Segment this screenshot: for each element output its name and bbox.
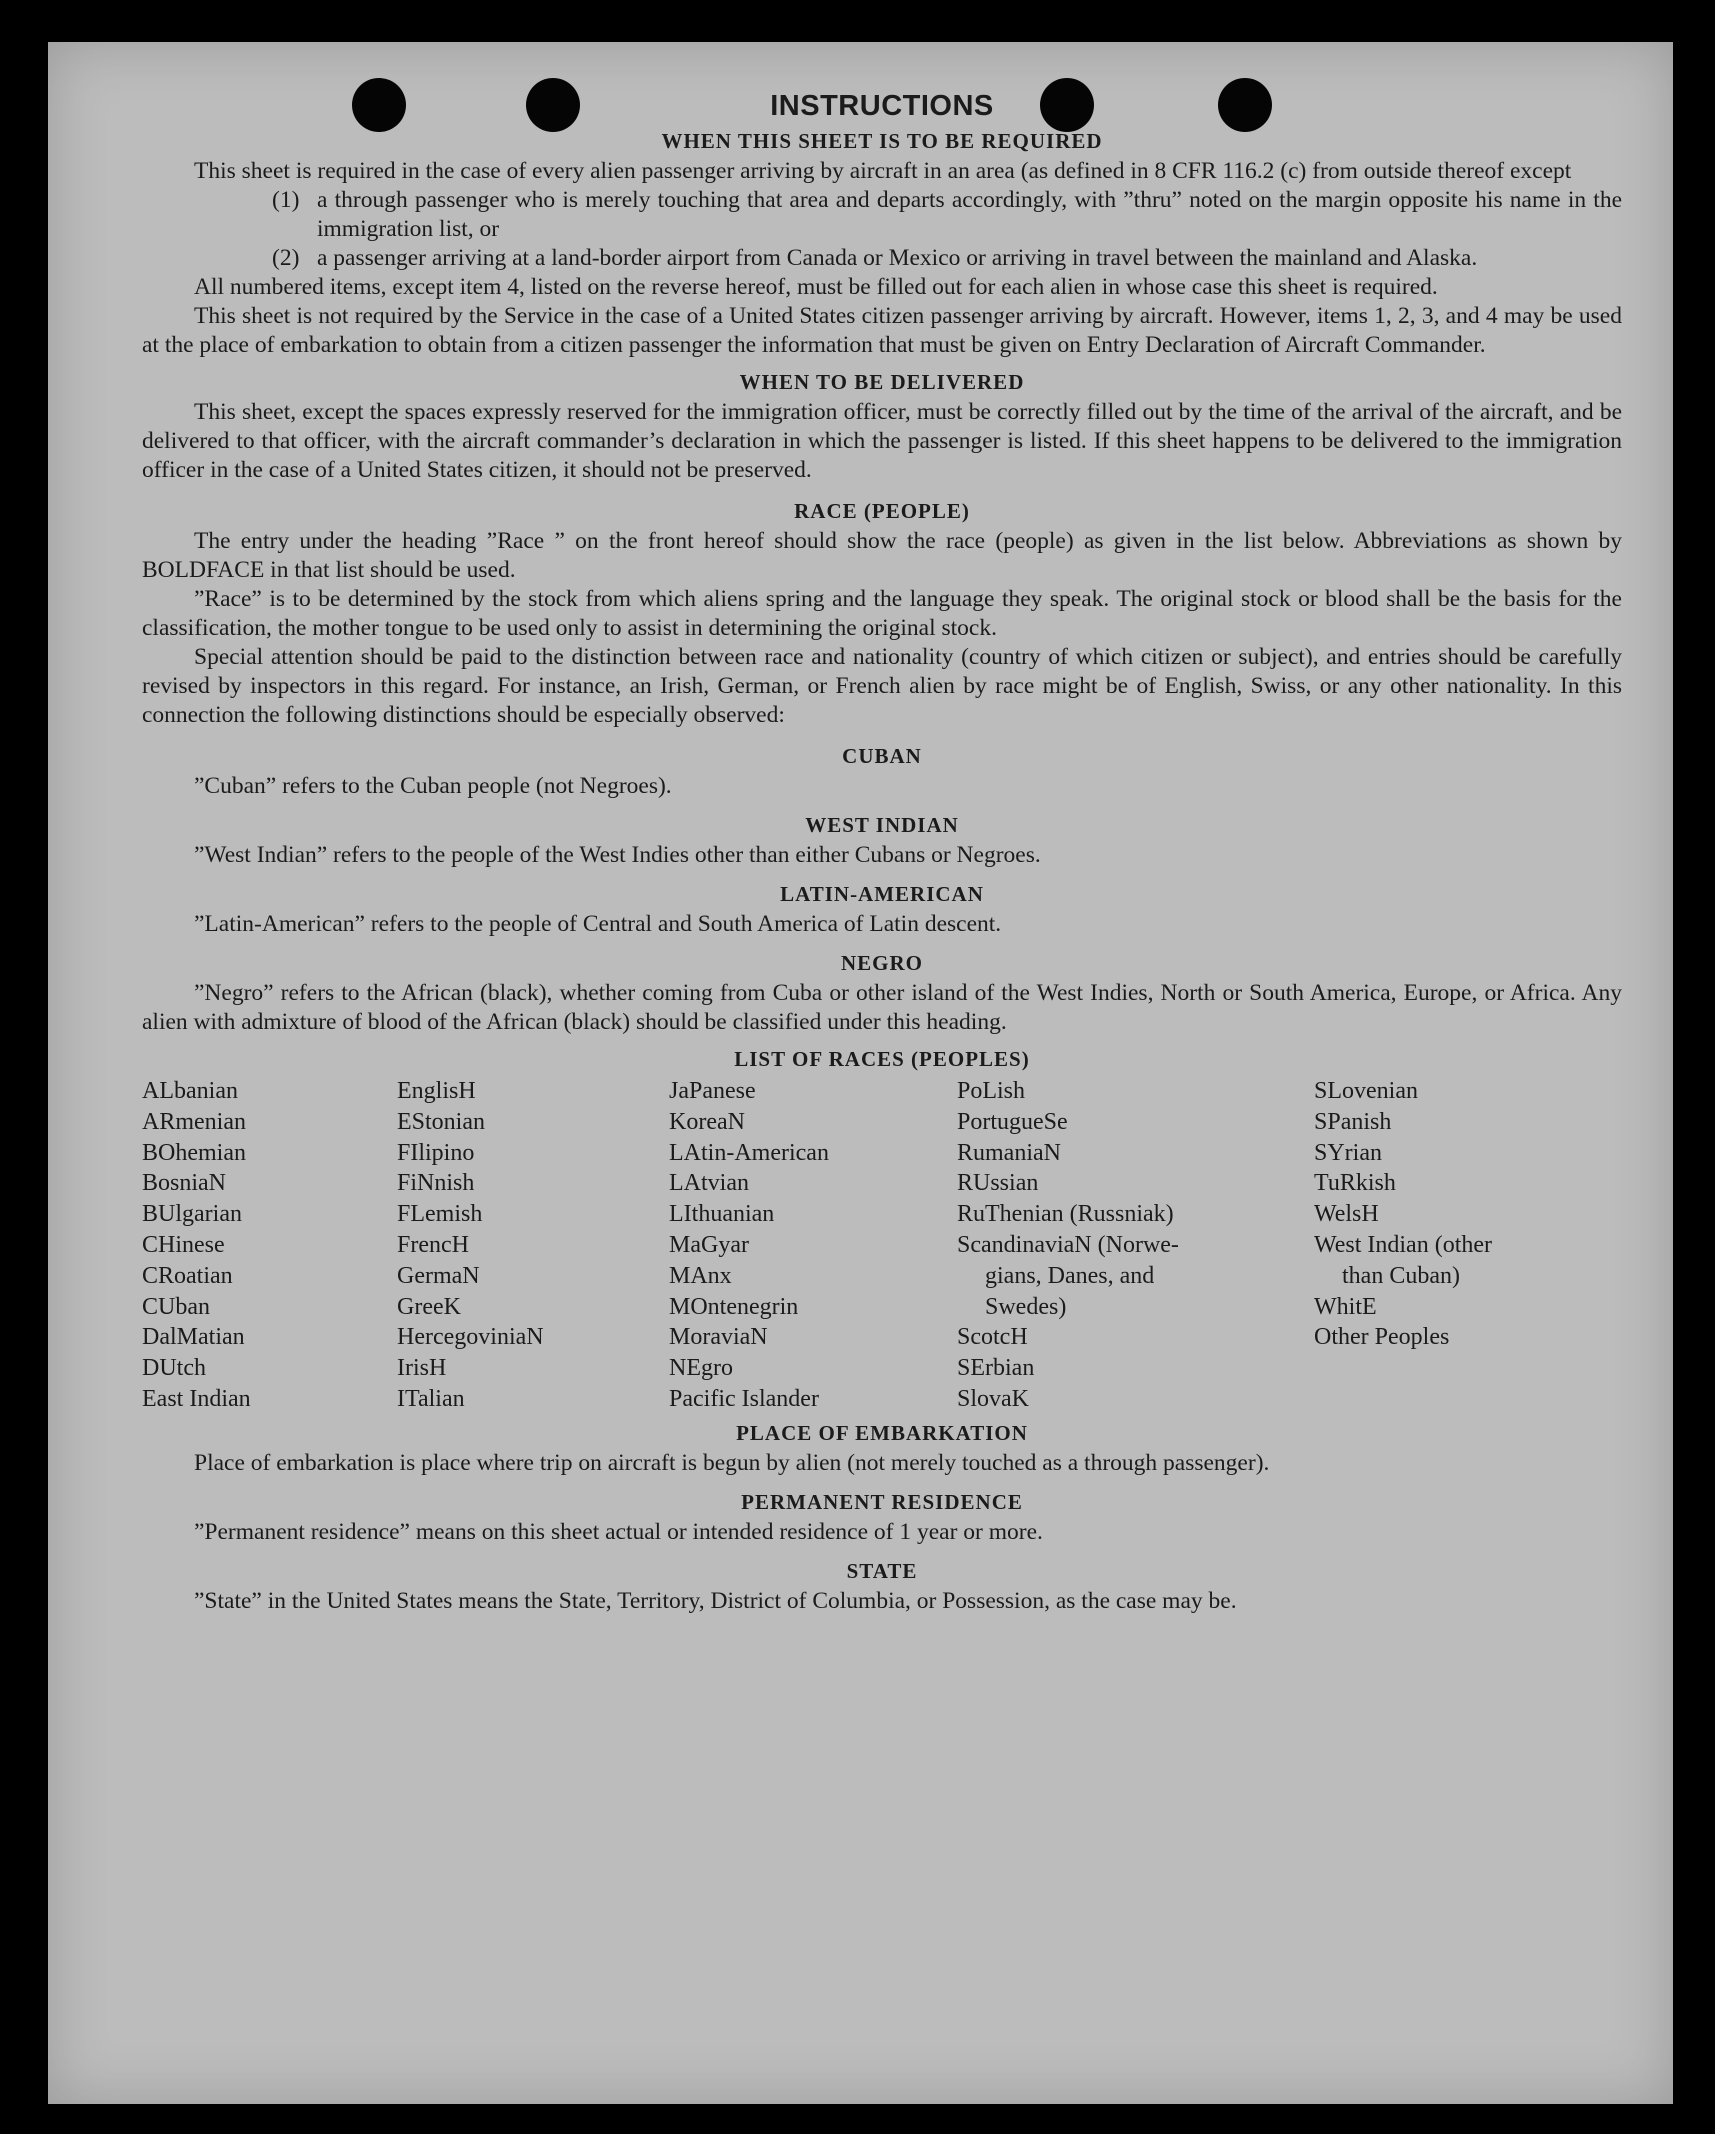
race-entry: SErbian <box>957 1355 1035 1382</box>
race-entry: KoreaN <box>669 1108 745 1135</box>
race-entry: NEgro <box>669 1355 733 1382</box>
required-intro: This sheet is required in the case of every alien passenger arriving by aircraft in an area (as defined in 8 CFR 116.2 (c) from outside thereof except <box>194 158 1572 184</box>
section-heading-west-indian: WEST INDIAN <box>805 813 959 837</box>
race-entry: LAtvian <box>669 1170 749 1197</box>
race-entry: MaGyar <box>669 1231 749 1258</box>
race-entry: EnglisH <box>397 1078 476 1104</box>
race-entry: than Cuban) <box>1342 1262 1460 1289</box>
race-entry: MoraviaN <box>669 1324 768 1351</box>
race-entry: BOhemian <box>142 1139 246 1166</box>
section-heading-race: RACE (PEOPLE) <box>794 499 970 523</box>
exception-number: (1) <box>272 187 300 213</box>
race-entry: FIlipino <box>397 1139 475 1166</box>
race-entry: ScotcH <box>957 1324 1028 1351</box>
race-entry: RUssian <box>957 1170 1039 1197</box>
race-list <box>142 1076 1622 1415</box>
page-title: INSTRUCTIONS <box>770 90 994 122</box>
race-entry: PortugueSe <box>957 1108 1068 1135</box>
race-entry: JaPanese <box>669 1078 756 1104</box>
race-entry: ALbanian <box>142 1078 238 1104</box>
race-entry: CUban <box>142 1293 210 1320</box>
section-heading-latin-american: LATIN-AMERICAN <box>780 882 984 906</box>
race-paragraph-2: ”Race” is to be determined by the stock from which aliens spring and the language they speak. The original stock or blood shall be the basis for the classification, the mother tongue to be used only to assist in determining the original stock. <box>142 586 1622 641</box>
state-text: ”State” in the United States means the State, Territory, District of Columbia, or Possession, as the case may be. <box>194 1587 1237 1614</box>
race-column <box>142 1076 397 1415</box>
race-entry: SYrian <box>1314 1139 1382 1166</box>
section-heading-negro: NEGRO <box>840 951 923 975</box>
exception-text: a through passenger who is merely touching that area and departs accordingly, with ”thru” noted on the margin opposite his name in the immigration list, or <box>317 187 1622 242</box>
race-entry: Other Peoples <box>1314 1324 1450 1351</box>
race-entry: MOntenegrin <box>669 1293 799 1320</box>
race-entry: EStonian <box>397 1108 485 1135</box>
race-paragraph-3: Special attention should be paid to the distinction between race and nationality (country of which citizen or subject), and entries should be carefully revised by inspectors in this regard. For instance, an Irish, German, or French alien by race might be of English, Swiss, or any other nationality. In this connection the following distinctions should be especially observed: <box>142 644 1622 728</box>
race-entry: BUlgarian <box>142 1201 242 1228</box>
race-entry: WelsH <box>1314 1201 1379 1228</box>
section-heading-embarkation: PLACE OF EMBARKATION <box>736 1420 1028 1445</box>
exception-item <box>142 186 1622 244</box>
residence-text: ”Permanent residence” means on this sheet actual or intended residence of 1 year or more. <box>194 1518 1043 1545</box>
race-paragraph-1: The entry under the heading ”Race ” on the front hereof should show the race (people) as given in the list below. Abbreviations as shown by BOLDFACE in that list should be used. <box>142 528 1622 583</box>
race-column <box>397 1076 669 1415</box>
race-entry: CRoatian <box>142 1262 233 1289</box>
race-entry: MAnx <box>669 1262 732 1289</box>
west-indian-text: ”West Indian” refers to the people of the West Indies other than either Cubans or Negroes. <box>194 842 1041 868</box>
delivered-text: This sheet, except the spaces expressly reserved for the immigration officer, must be correctly filled out by the time of the arrival of the aircraft, and be delivered to that officer, with the aircraft commander’s declaration in which the passenger is listed. If this sheet happens to be delivered to the immigration officer in the case of a United States citizen, it should not be preserved. <box>142 399 1622 483</box>
cuban-text: ”Cuban” refers to the Cuban people (not Negroes). <box>194 773 672 799</box>
race-column <box>957 1076 1314 1415</box>
race-entry: HercegoviniaN <box>397 1324 544 1351</box>
section-heading-residence: PERMANENT RESIDENCE <box>741 1489 1023 1514</box>
race-entry: GermaN <box>397 1262 480 1289</box>
document-page <box>48 42 1673 2104</box>
race-entry: LIthuanian <box>669 1201 775 1228</box>
race-entry: ScandinaviaN (Norwe- <box>957 1231 1179 1258</box>
race-entry: LAtin-American <box>669 1139 829 1166</box>
race-entry: WhitE <box>1314 1293 1377 1320</box>
section-heading-state: STATE <box>846 1558 918 1583</box>
race-entry: SlovaK <box>957 1385 1029 1412</box>
race-entry: gians, Danes, and <box>985 1262 1155 1289</box>
exception-item <box>142 244 1622 273</box>
embarkation-text: Place of embarkation is place where trip on aircraft is begun by alien (not merely touched as a through passenger). <box>194 1449 1270 1476</box>
instructions-body <box>142 90 1622 1616</box>
required-paragraph-2: All numbered items, except item 4, listed on the reverse hereof, must be filled out for each alien in whose case this sheet is required. <box>194 274 1438 300</box>
race-entry: West Indian (other <box>1314 1231 1493 1258</box>
race-entry: IrisH <box>397 1355 447 1382</box>
race-entry: TuRkish <box>1314 1170 1396 1197</box>
race-column <box>669 1076 957 1415</box>
latin-american-text: ”Latin-American” refers to the people of Central and South America of Latin descent. <box>194 911 1002 937</box>
race-entry: SPanish <box>1314 1108 1392 1135</box>
race-entry: ARmenian <box>142 1108 246 1135</box>
race-entry: Pacific Islander <box>669 1385 819 1412</box>
race-entry: CHinese <box>142 1231 225 1258</box>
race-entry: RuThenian (Russniak) <box>957 1201 1174 1228</box>
race-entry: RumaniaN <box>957 1139 1061 1166</box>
exception-text: a passenger arriving at a land-border airport from Canada or Mexico or arriving in travel between the mainland and Alaska. <box>317 245 1478 271</box>
race-entry: DalMatian <box>142 1324 245 1351</box>
race-entry: DUtch <box>142 1355 206 1382</box>
race-entry: BosniaN <box>142 1170 226 1197</box>
section-heading-delivered: WHEN TO BE DELIVERED <box>739 370 1025 394</box>
section-heading-cuban: CUBAN <box>842 744 922 768</box>
race-entry: FiNnish <box>397 1170 475 1197</box>
race-entry: GreeK <box>397 1293 461 1320</box>
exception-number: (2) <box>272 245 300 271</box>
race-entry: ITalian <box>397 1385 465 1412</box>
race-entry: SLovenian <box>1314 1078 1418 1104</box>
race-entry: East Indian <box>142 1385 251 1412</box>
section-heading-required: WHEN THIS SHEET IS TO BE REQUIRED <box>661 129 1103 153</box>
race-entry: FLemish <box>397 1201 483 1228</box>
race-entry: PoLish <box>957 1078 1026 1104</box>
race-entry: Swedes) <box>985 1293 1067 1320</box>
race-entry: FrencH <box>397 1231 469 1258</box>
required-paragraph-3: This sheet is not required by the Service in the case of a United States citizen passenger arriving by aircraft. However, items 1, 2, 3, and 4 may be used at the place of embarkation to obtain from a citizen passenger the information that must be given on Entry Declaration of Aircraft Commander. <box>142 303 1622 358</box>
negro-text: ”Negro” refers to the African (black), whether coming from Cuba or other island of the West Indies, North or South America, Europe, or Africa. Any alien with admixture of blood of the African (black) should be classified under this heading. <box>142 980 1622 1035</box>
section-heading-list: LIST OF RACES (PEOPLES) <box>734 1047 1030 1071</box>
race-column <box>1314 1076 1584 1415</box>
